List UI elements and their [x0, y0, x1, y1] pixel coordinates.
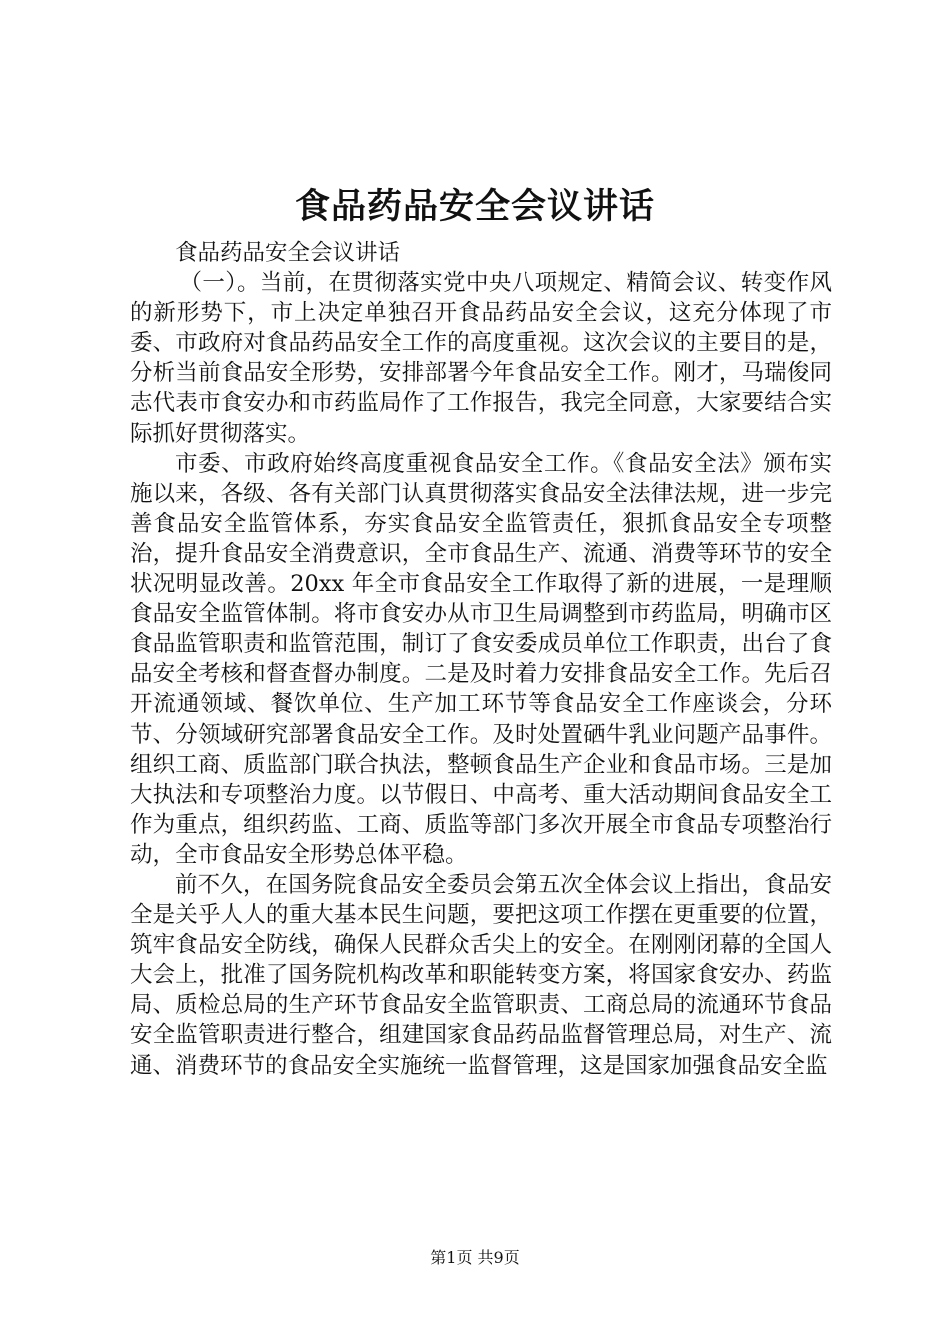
body-paragraph-2: 市委、市政府始终高度重视食品安全工作。《食品安全法》颁布实施以来，各级、各有关部门认真贯彻落实食品安全法律法规，进一步完善食品安全监管体系，夯实食品安全监管责任，狠抓食品安全专项整治，提升食品安全消费意识，全市食品生产、流通、消费等环节的安全状况明显改善。20xx 年全市食品安全工作取得了新的进展，一是理顺食品安全监管体制。将市食安办从市卫生局调整到市药监局，明确市区食品监管职责和监管范围，制订了食安委成员单位工作职责，出台了食品安全考核和督查督办制度。二是及时着力安排食品安全工作。先后召开流通领域、餐饮单位、生产加工环节等食品安全工作座谈会，分环节、分领域研究部署食品安全工作。及时处置硒牛乳业问题产品事件。组织工商、质监部门联合执法，整顿食品生产企业和食品市场。三是加大执法和专项整治力度。以节假日、中高考、重大活动期间食品安全工作为重点，组织药监、工商、质监等部门多次开展全市食品专项整治行动，全市食品安全形势总体平稳。: [130, 450, 832, 868]
body-paragraph-3: 前不久，在国务院食品安全委员会第五次全体会议上指出，食品安全是关乎人人的重大基本民生问题，要把这项工作摆在更重要的位置，筑牢食品安全防线，确保人民群众舌尖上的安全。在刚刚闭幕的全国人大会上，批准了国务院机构改革和职能转变方案，将国家食安办、药监局、质检总局的生产环节食品安全监管职责、工商总局的流通环节食品安全监管职责进行整合，组建国家食品药品监督管理总局，对生产、流通、消费环节的食品安全实施统一监督管理，这是国家加强食品安全监: [130, 871, 832, 1079]
body-subtitle: 食品药品安全会议讲话: [175, 240, 401, 266]
document-title: 食品药品安全会议讲话: [294, 187, 655, 227]
page-footer: 第1页 共9页: [430, 1248, 520, 1267]
document-body: [130, 238, 832, 1081]
body-paragraph-1: （一）。当前，在贯彻落实党中央八项规定、精简会议、转变作风的新形势下，市上决定单独召开食品药品安全会议，这充分体现了市委、市政府对食品药品安全工作的高度重视。这次会议的主要目的是，分析当前食品安全形势，安排部署今年食品安全工作。刚才，马瑞俊同志代表市食安办和市药监局作了工作报告，我完全同意，大家要结合实际抓好贯彻落实。: [130, 270, 832, 447]
